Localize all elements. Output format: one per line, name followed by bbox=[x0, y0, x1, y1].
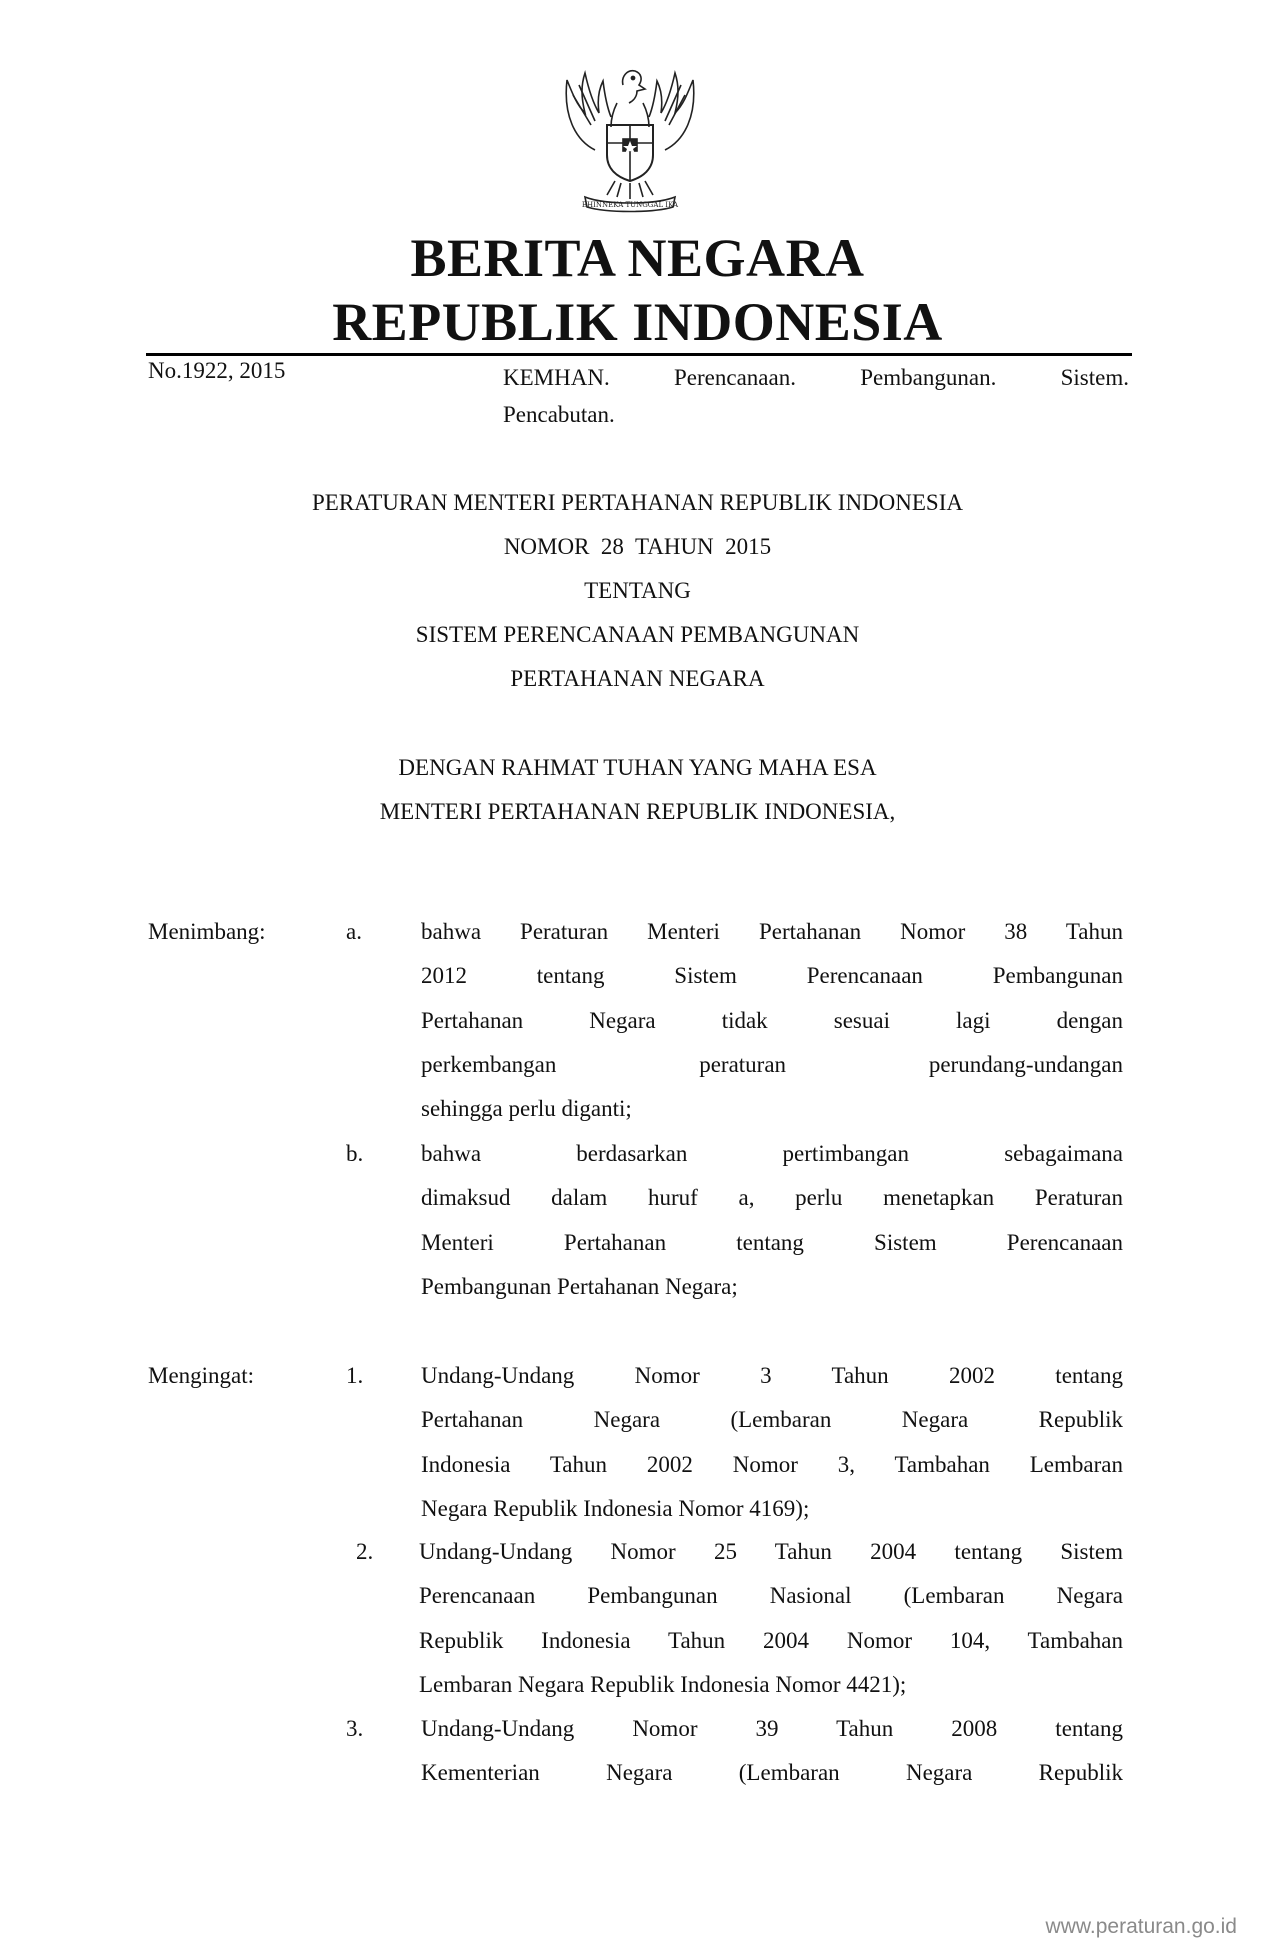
mengingat-marker-1: 1. bbox=[346, 1363, 364, 1388]
text-line: Kementerian Negara (Lembaran Negara Republik bbox=[421, 1760, 1123, 1786]
text-line: sehingga perlu diganti; bbox=[421, 1096, 632, 1122]
text-line: dimaksud dalam huruf a, perlu menetapkan Peraturan bbox=[421, 1185, 1123, 1211]
text-line: perkembangan peraturan perundang-undangan bbox=[421, 1051, 1123, 1077]
regulation-subject: SISTEM PERENCANAAN PEMBANGUNAN bbox=[415, 622, 860, 647]
issue-subject: KEMHAN. Perencanaan. Pembangunan. Sistem. bbox=[503, 365, 1129, 390]
text-line: 2012 tentang Sistem Perencanaan Pembangunan bbox=[421, 963, 1123, 989]
menimbang-marker-a: a. bbox=[346, 919, 362, 944]
menimbang-item-a bbox=[421, 910, 1123, 1131]
text-line: Menteri Pertahanan tentang Sistem Perencanaan bbox=[421, 1229, 1123, 1255]
masthead-title: BERITA NEGARA bbox=[410, 228, 865, 288]
regulation-subject-continued: PERTAHANAN NEGARA bbox=[510, 666, 765, 691]
svg-text:BHINNEKA TUNGGAL IKA: BHINNEKA TUNGGAL IKA bbox=[581, 201, 679, 209]
menimbang-item-b bbox=[421, 1132, 1123, 1309]
text-line: Pembangunan Pertahanan Negara; bbox=[421, 1273, 738, 1299]
text-line: Negara Republik Indonesia Nomor 4169); bbox=[421, 1495, 810, 1521]
text-line: Indonesia Tahun 2002 Nomor 3, Tambahan Lembaran bbox=[421, 1451, 1123, 1477]
text-line: Republik Indonesia Tahun 2004 Nomor 104, Tambahan bbox=[419, 1627, 1123, 1653]
menimbang-label: Menimbang: bbox=[148, 919, 266, 944]
garuda-emblem-icon bbox=[555, 55, 705, 215]
footer-url[interactable]: www.peraturan.go.id bbox=[1045, 1915, 1237, 1938]
preamble-minister: MENTERI PERTAHANAN REPUBLIK INDONESIA, bbox=[379, 799, 896, 824]
issue-number: No.1922, 2015 bbox=[148, 358, 286, 383]
text-line: bahwa berdasarkan pertimbangan sebagaimana bbox=[421, 1141, 1123, 1166]
mengingat-marker-3: 3. bbox=[346, 1716, 364, 1741]
mengingat-marker-2: 2. bbox=[356, 1539, 374, 1564]
regulation-number: NOMOR 28 TAHUN 2015 bbox=[503, 534, 772, 559]
text-line: Pertahanan Negara (Lembaran Negara Republik bbox=[421, 1407, 1123, 1433]
text-line: Undang-Undang Nomor 3 Tahun 2002 tentang bbox=[421, 1363, 1123, 1388]
mengingat-label: Mengingat: bbox=[148, 1363, 255, 1388]
issue-subject-continued: Pencabutan. bbox=[503, 402, 615, 427]
mengingat-item-2 bbox=[419, 1530, 1123, 1707]
mengingat-item-1 bbox=[421, 1354, 1123, 1531]
text-line: Pertahanan Negara tidak sesuai lagi dengan bbox=[421, 1007, 1123, 1033]
masthead-subtitle: REPUBLIK INDONESIA bbox=[332, 292, 943, 352]
text-line: Lembaran Negara Republik Indonesia Nomor 4421); bbox=[419, 1671, 907, 1697]
regulation-about: TENTANG bbox=[584, 578, 691, 603]
mengingat-item-3 bbox=[421, 1707, 1123, 1796]
text-line: Undang-Undang Nomor 25 Tahun 2004 tentang Sistem bbox=[419, 1539, 1123, 1564]
text-line: bahwa Peraturan Menteri Pertahanan Nomor 38 Tahun bbox=[421, 919, 1123, 944]
text-line: Perencanaan Pembangunan Nasional (Lembaran Negara bbox=[419, 1583, 1123, 1609]
preamble-invocation: DENGAN RAHMAT TUHAN YANG MAHA ESA bbox=[398, 755, 877, 780]
text-line: Undang-Undang Nomor 39 Tahun 2008 tentang bbox=[421, 1716, 1123, 1741]
menimbang-marker-b: b. bbox=[346, 1141, 364, 1166]
regulation-title: PERATURAN MENTERI PERTAHANAN REPUBLIK INDONESIA bbox=[312, 490, 963, 515]
